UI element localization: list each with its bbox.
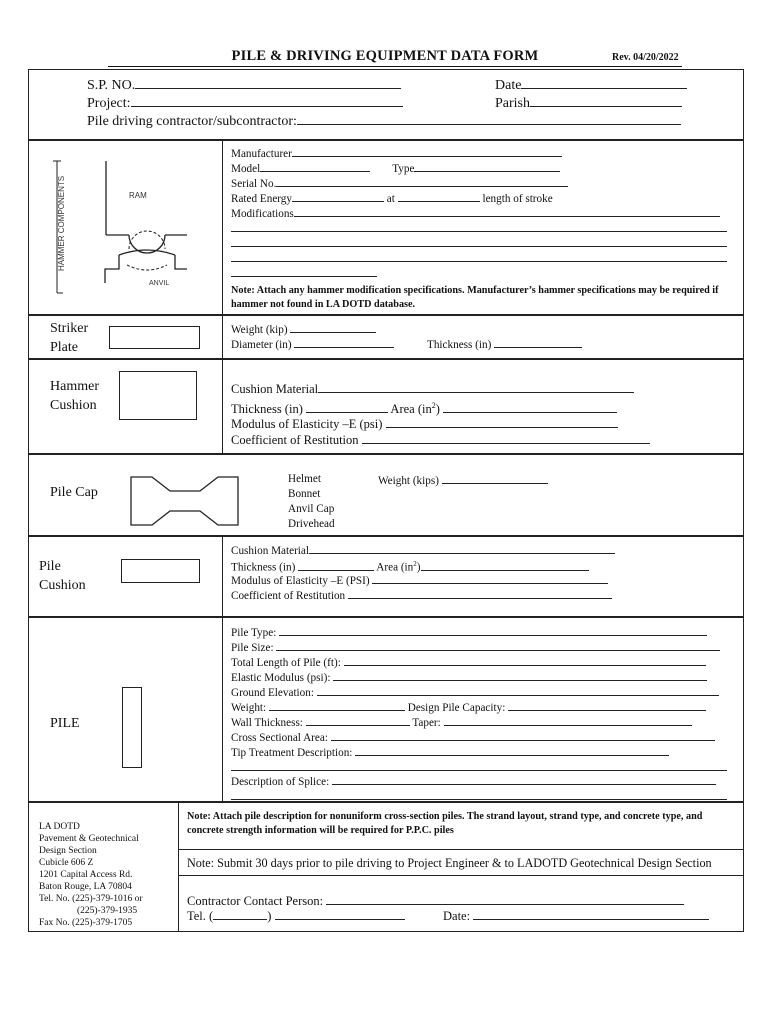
contact-tel-field[interactable]: Tel. ( ) [187,908,405,924]
pile-weight-capacity-field[interactable]: Weight: Design Pile Capacity: [231,699,706,716]
pile-cushion-restitution-field[interactable]: Coefficient of Restitution [231,587,612,604]
pile-wall-taper-field[interactable]: Wall Thickness: Taper: [231,714,692,731]
modifications-field[interactable]: Modifications [231,205,720,222]
pile-area-field[interactable]: Cross Sectional Area: [231,729,715,746]
hammer-components-diagram [49,153,219,303]
column-divider [222,360,223,453]
pile-cap-option-bonnet[interactable]: Bonnet [288,488,321,500]
hammer-cushion-section [28,359,744,454]
address-line: 1201 Capital Access Rd. [39,870,133,880]
manufacturer-field[interactable]: Manufacturer [231,145,562,162]
ram-label: RAM [129,191,147,200]
pile-cap-options [288,472,335,532]
hammer-components-label: HAMMER COMPONENTS [57,175,66,271]
blank-line[interactable] [231,276,377,277]
contractor-field[interactable]: Pile driving contractor/subcontractor: [87,113,681,131]
footer-divider [178,849,743,850]
ladotd-address [39,821,143,929]
blank-line[interactable] [231,231,727,232]
pile-cushion-modulus-field[interactable]: Modulus of Elasticity –E (PSI) [231,572,608,589]
submit-note: Note: Submit 30 days prior to pile driving to Project Engineer & to LADOTD Geotechnical Design Section [187,856,712,870]
revision-date: Rev. 04/20/2022 [612,52,679,63]
rated-energy-field[interactable]: Rated Energy at length of stroke [231,190,553,207]
pile-section [28,617,744,802]
pile-cap-option-drivehead[interactable]: Drivehead [288,518,335,530]
address-line: Tel. No. (225)-379-1016 or [39,894,143,904]
column-divider [222,618,223,801]
hammer-cushion-label: Hammer Cushion [50,379,99,413]
address-line: Pavement & Geotechnical [39,834,139,844]
pile-tip-field[interactable]: Tip Treatment Description: [231,744,669,761]
pile-cushion-thickness-field[interactable]: Thickness (in) Area $(in^2)$ [231,557,589,576]
pile-label: PILE [50,716,80,731]
parish-field[interactable]: Parish [495,95,682,113]
pile-cushion-label: Pile Cushion [39,559,86,593]
striker-weight-field[interactable]: Weight (kip) [231,321,376,338]
striker-plate-label: Striker Plate [50,321,89,355]
form-title: PILE & DRIVING EQUIPMENT DATA FORM [231,48,539,64]
address-line: Fax No. (225)-379-1705 [39,918,133,928]
pile-cushion-shape [121,559,200,583]
hammer-section [28,140,744,315]
striker-plate-shape [109,326,200,349]
column-divider [178,803,179,931]
pile-splice-field[interactable]: Description of Splice: [231,773,716,790]
hammer-cushion-material-field[interactable]: Cushion Material [231,381,634,397]
address-line: Baton Rouge, LA 70804 [39,882,132,892]
address-line: (225)-379-1935 [77,906,138,916]
pile-cap-shape [130,475,240,529]
address-line: LA DOTD [39,822,80,832]
contact-person-field[interactable]: Contractor Contact Person: [187,893,684,909]
serial-field[interactable]: Serial No. [231,175,568,192]
footer-section [28,802,744,932]
pile-type-field[interactable]: Pile Type: [231,624,707,641]
pile-length-field[interactable]: Total Length of Pile (ft): [231,654,706,671]
hammer-cushion-restitution-field[interactable]: Coefficient of Restitution [231,432,650,448]
header-section [28,69,744,140]
date-field[interactable]: Date [495,77,687,95]
pile-cushion-material-field[interactable]: Cushion Material [231,542,615,559]
pile-cushion-section [28,536,744,617]
address-line: Cubicle 606 Z [39,858,94,868]
pile-cap-option-helmet[interactable]: Helmet [288,473,321,485]
hammer-cushion-shape [119,371,197,420]
pile-shape [122,687,142,768]
hammer-note: Note: Attach any hammer modification specifications. Manufacturer’s hammer specifications may be required if hammer not found in LA DOTD database. [231,285,719,310]
column-divider [222,316,223,358]
project-field[interactable]: Project: [87,95,403,113]
footer-divider [178,875,743,876]
striker-diameter-field[interactable]: Diameter (in) [231,336,394,353]
pile-cap-label: Pile Cap [50,485,98,500]
address-line: Design Section [39,846,97,856]
striker-plate-section [28,315,744,359]
column-divider [222,141,223,314]
pile-size-field[interactable]: Pile Size: [231,639,720,656]
pile-elastic-field[interactable]: Elastic Modulus (psi): [231,669,707,686]
pile-cap-option-anvil-cap[interactable]: Anvil Cap [288,503,335,515]
model-type-field[interactable]: Model Type [231,160,560,177]
blank-line[interactable] [231,770,727,771]
striker-thickness-field[interactable]: Thickness (in) [427,336,582,353]
hammer-cushion-thickness-field[interactable]: Thickness (in) Area $(in^2)$ [231,398,617,417]
pile-ground-field[interactable]: Ground Elevation: [231,684,719,701]
anvil-label: ANVIL [149,280,170,287]
column-divider [222,537,223,616]
title-underline [108,66,682,67]
pile-cap-weight-field[interactable]: Weight (kips) [378,472,548,489]
blank-line[interactable] [231,799,727,800]
pile-cap-section [28,454,744,536]
footer-note: Note: Attach pile description for nonuniform cross-section piles. The strand layout, strand type, and concrete type, and concrete strength information will be required for P.P.C. piles [187,811,703,836]
contact-date-field[interactable]: Date: [443,908,709,924]
hammer-cushion-modulus-field[interactable]: Modulus of Elasticity –E (psi) [231,416,618,432]
blank-line[interactable] [231,261,727,262]
sp-no-field[interactable]: S.P. NO. [87,77,401,95]
blank-line[interactable] [231,246,727,247]
